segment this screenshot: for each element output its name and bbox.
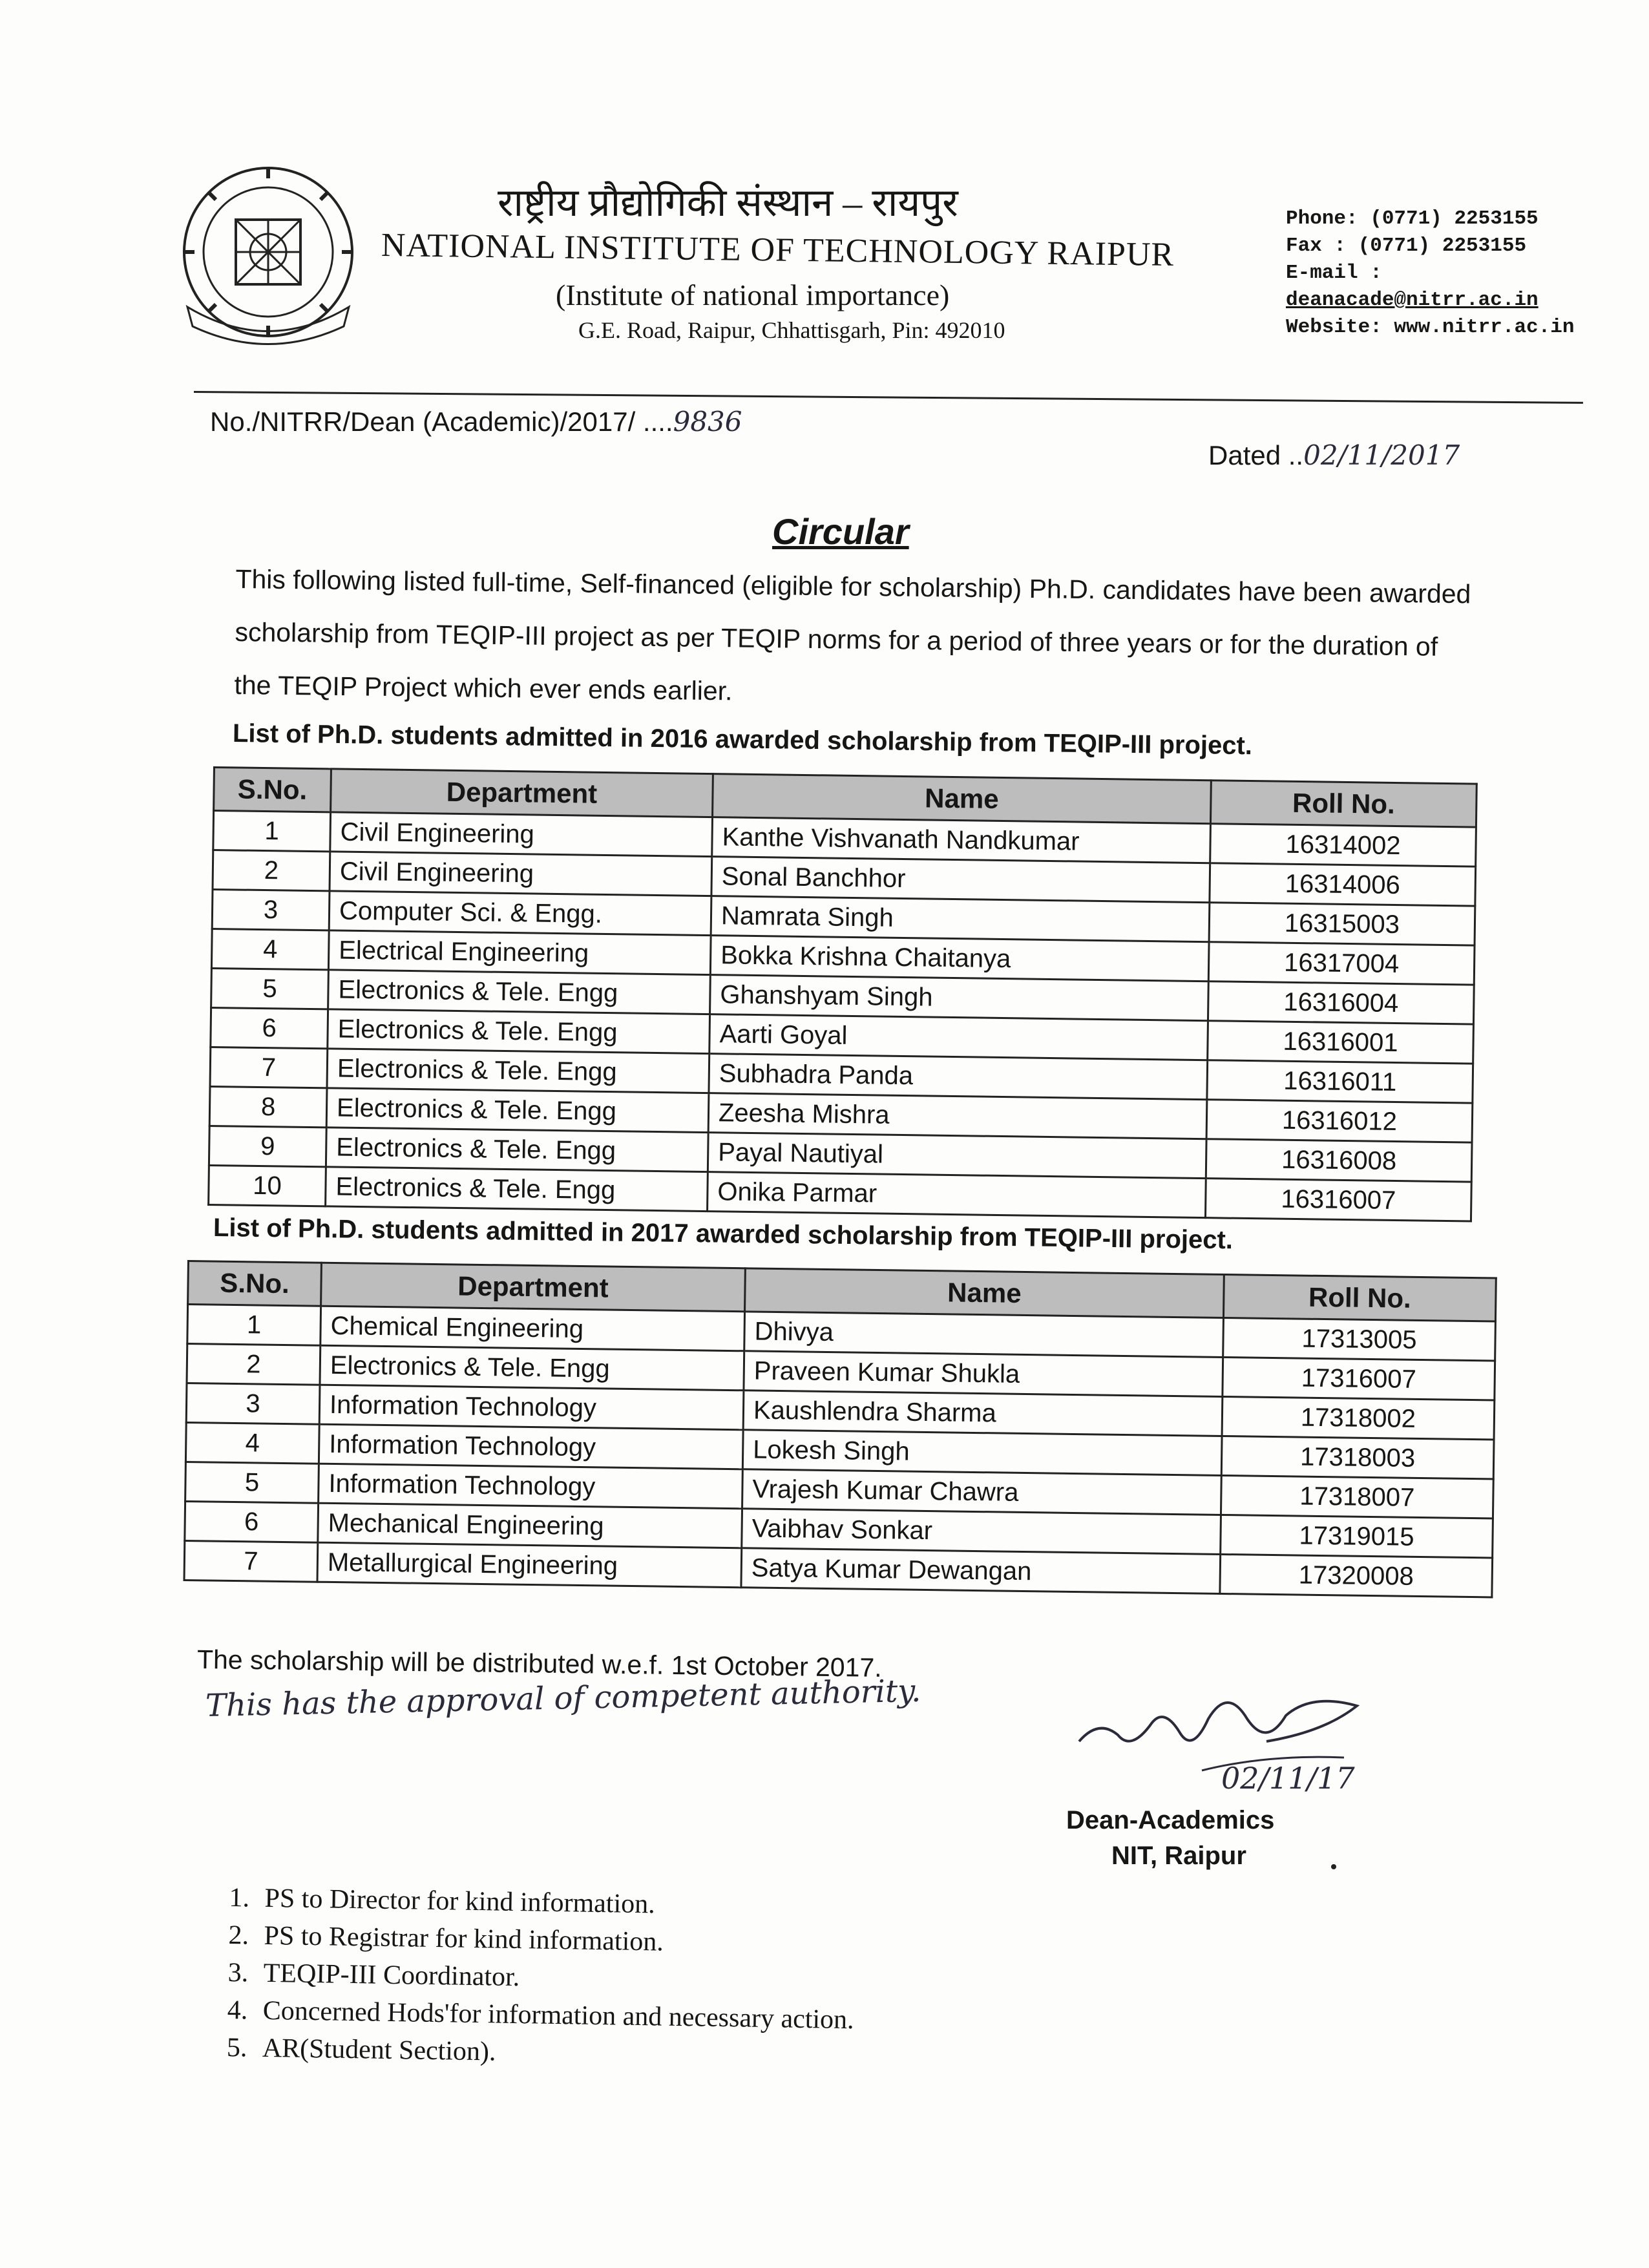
- cell-department: Civil Engineering: [330, 812, 713, 857]
- cell-roll-no: 16316012: [1206, 1100, 1473, 1142]
- cell-name: Zeesha Mishra: [708, 1093, 1207, 1139]
- column-header-sno: S.No.: [214, 768, 331, 812]
- contact-website[interactable]: Website: www.nitrr.ac.in: [1286, 316, 1575, 339]
- cell-roll-no: 17316007: [1223, 1357, 1495, 1400]
- circular-title: Circular: [772, 511, 909, 552]
- cell-sno: 4: [211, 929, 329, 969]
- cell-name: Bokka Krishna Chaitanya: [710, 936, 1209, 982]
- table-2017-body: [184, 1305, 1495, 1597]
- signature-date: 02/11/17: [1221, 1761, 1355, 1796]
- header-divider: [194, 391, 1583, 404]
- cell-roll-no: 16316008: [1206, 1139, 1472, 1182]
- cell-department: Electronics & Tele. Engg: [327, 1049, 709, 1093]
- approval-handwritten-note: This has the approval of competent authority.: [205, 1672, 921, 1724]
- contact-phone: Phone: (0771) 2253155: [1286, 207, 1539, 230]
- table-2017-caption: List of Ph.D. students admitted in 2017 awarded scholarship from TEQIP-III project.: [213, 1213, 1234, 1255]
- column-header-name: Name: [713, 774, 1212, 824]
- copy-to-number: 2.: [228, 1920, 249, 1951]
- institute-address: G.E. Road, Raipur, Chhattisgarh, Pin: 492010: [578, 317, 1005, 343]
- copy-to-text: PS to Registrar for kind information.: [264, 1920, 664, 1957]
- cell-roll-no: 16314006: [1210, 863, 1476, 906]
- copy-to-text: TEQIP-III Coordinator.: [263, 1958, 520, 1993]
- cell-department: Mechanical Engineering: [318, 1503, 742, 1548]
- cell-sno: 1: [213, 811, 331, 852]
- cell-sno: 5: [211, 968, 329, 1009]
- cell-roll-no: 17318002: [1222, 1396, 1495, 1440]
- column-header-sno: S.No.: [188, 1261, 322, 1307]
- copy-to-text: AR(Student Section).: [262, 2033, 496, 2067]
- copy-to-text: Concerned Hods'for information and necessary action.: [262, 1995, 854, 2035]
- cell-sno: 2: [187, 1344, 320, 1385]
- cell-name: Onika Parmar: [708, 1172, 1206, 1218]
- distribution-note: The scholarship will be distributed w.e.f. 1st October 2017.: [196, 1644, 882, 1683]
- cell-name: Lokesh Singh: [742, 1430, 1222, 1476]
- reference-prefix: No./NITRR/Dean (Academic)/2017/ ....: [210, 406, 673, 437]
- cell-roll-no: 17319015: [1221, 1515, 1493, 1558]
- cell-name: Satya Kumar Dewangan: [741, 1548, 1221, 1594]
- cell-sno: 4: [185, 1422, 319, 1464]
- copy-to-text: PS to Director for kind information.: [264, 1883, 656, 1920]
- dated-label: Dated ..: [1208, 440, 1304, 470]
- cell-roll-no: 17313005: [1223, 1318, 1496, 1361]
- dated-line: [1208, 439, 1460, 471]
- cell-sno: 7: [184, 1540, 318, 1582]
- scholarship-table-2017: [183, 1260, 1497, 1598]
- copy-to-number: 5.: [226, 2032, 247, 2063]
- cell-sno: 1: [187, 1305, 321, 1346]
- cell-department: Electrical Engineering: [328, 930, 711, 975]
- reference-handwritten-number: 9836: [673, 406, 742, 437]
- cell-sno: 9: [209, 1126, 326, 1166]
- cell-sno: 5: [185, 1462, 319, 1503]
- column-header-department: Department: [331, 769, 713, 817]
- cell-name: Payal Nautiyal: [708, 1133, 1206, 1179]
- institute-seal-logo: [174, 162, 362, 349]
- cell-department: Civil Engineering: [330, 852, 712, 896]
- cell-sno: 6: [211, 1007, 328, 1048]
- cell-roll-no: 16316001: [1208, 1021, 1474, 1064]
- cell-name: Ghanshyam Singh: [710, 975, 1209, 1021]
- cell-department: Information Technology: [319, 1385, 744, 1430]
- contact-block: [1286, 205, 1574, 341]
- contact-email-label: E-mail :: [1286, 262, 1382, 284]
- column-header-department: Department: [321, 1263, 746, 1312]
- stray-dot: [1331, 1864, 1336, 1869]
- cell-name: Kanthe Vishvanath Nandkumar: [712, 817, 1211, 863]
- column-header-name: Name: [745, 1268, 1224, 1318]
- cell-sno: 8: [209, 1086, 327, 1127]
- institute-name: NATIONAL INSTITUTE OF TECHNOLOGY RAIPUR: [381, 227, 1175, 273]
- cell-roll-no: 16316011: [1207, 1060, 1473, 1103]
- cell-roll-no: 16316007: [1205, 1179, 1471, 1221]
- cell-sno: 6: [185, 1501, 319, 1542]
- contact-email-link[interactable]: deanacade@nitrr.ac.in: [1286, 289, 1539, 311]
- table-2016-body: [209, 811, 1476, 1222]
- cell-name: Aarti Goyal: [709, 1014, 1208, 1060]
- cell-department: Electronics & Tele. Engg: [326, 1128, 708, 1172]
- cell-department: Information Technology: [319, 1464, 743, 1509]
- institute-hindi-title: राष्ट्रीय प्रौद्योगिकी संस्थान – रायपुर: [498, 182, 958, 224]
- cell-roll-no: 16316004: [1208, 982, 1474, 1024]
- signatory-place: NIT, Raipur: [1111, 1842, 1246, 1870]
- cell-name: Vaibhav Sonkar: [742, 1509, 1221, 1555]
- cell-roll-no: 16314002: [1210, 824, 1476, 866]
- copy-to-number: 1.: [229, 1882, 250, 1913]
- cell-department: Electronics & Tele. Engg: [328, 970, 711, 1014]
- cell-roll-no: 16315003: [1209, 903, 1475, 945]
- institute-tagline: (Institute of national importance): [556, 278, 950, 311]
- cell-name: Kaushlendra Sharma: [743, 1391, 1223, 1436]
- cell-name: Dhivya: [744, 1312, 1224, 1358]
- cell-roll-no: 17320008: [1220, 1554, 1493, 1597]
- cell-department: Electronics & Tele. Engg: [326, 1167, 708, 1212]
- copy-to-number: 4.: [227, 1995, 248, 2026]
- cell-name: Praveen Kumar Shukla: [744, 1351, 1223, 1397]
- cell-sno: 7: [210, 1047, 328, 1087]
- cell-sno: 10: [209, 1165, 326, 1206]
- cell-department: Information Technology: [319, 1424, 743, 1469]
- reference-number: [210, 406, 742, 437]
- cell-sno: 3: [186, 1383, 320, 1425]
- signatory-title: Dean-Academics: [1066, 1806, 1275, 1834]
- cell-department: Electronics & Tele. Engg: [328, 1009, 710, 1054]
- contact-fax: Fax : (0771) 2253155: [1286, 235, 1527, 257]
- cell-name: Sonal Banchhor: [711, 857, 1210, 903]
- cell-roll-no: 16317004: [1208, 942, 1475, 985]
- cell-roll-no: 17318003: [1221, 1436, 1494, 1479]
- dated-handwritten: 02/11/2017: [1303, 439, 1460, 471]
- cell-name: Subhadra Panda: [709, 1054, 1208, 1100]
- cell-sno: 2: [213, 850, 330, 891]
- cell-department: Computer Sci. & Engg.: [329, 891, 711, 936]
- cell-name: Namrata Singh: [711, 896, 1210, 942]
- table-2016-caption: List of Ph.D. students admitted in 2016 awarded scholarship from TEQIP-III project.: [232, 719, 1253, 761]
- circular-intro-paragraph: This following listed full-time, Self-financed (eligible for scholarship) Ph.D. candidates have been awarded scholarship from TEQIP-III project as per TEQIP norms for a period of three years or for the duration of the TEQIP Project which ever ends earlier.: [234, 563, 1471, 706]
- copy-to-list: [226, 1879, 856, 2076]
- cell-sno: 3: [212, 890, 330, 930]
- cell-department: Chemical Engineering: [320, 1306, 745, 1351]
- cell-department: Metallurgical Engineering: [317, 1542, 742, 1588]
- cell-roll-no: 17318007: [1221, 1475, 1493, 1518]
- cell-department: Electronics & Tele. Engg: [326, 1088, 709, 1133]
- scholarship-table-2016: [207, 766, 1478, 1223]
- column-header-roll: Roll No.: [1223, 1275, 1496, 1322]
- column-header-roll: Roll No.: [1210, 781, 1476, 827]
- cell-name: Vrajesh Kumar Chawra: [742, 1469, 1222, 1515]
- cell-department: Electronics & Tele. Engg: [320, 1345, 744, 1391]
- copy-to-number: 3.: [227, 1957, 249, 1988]
